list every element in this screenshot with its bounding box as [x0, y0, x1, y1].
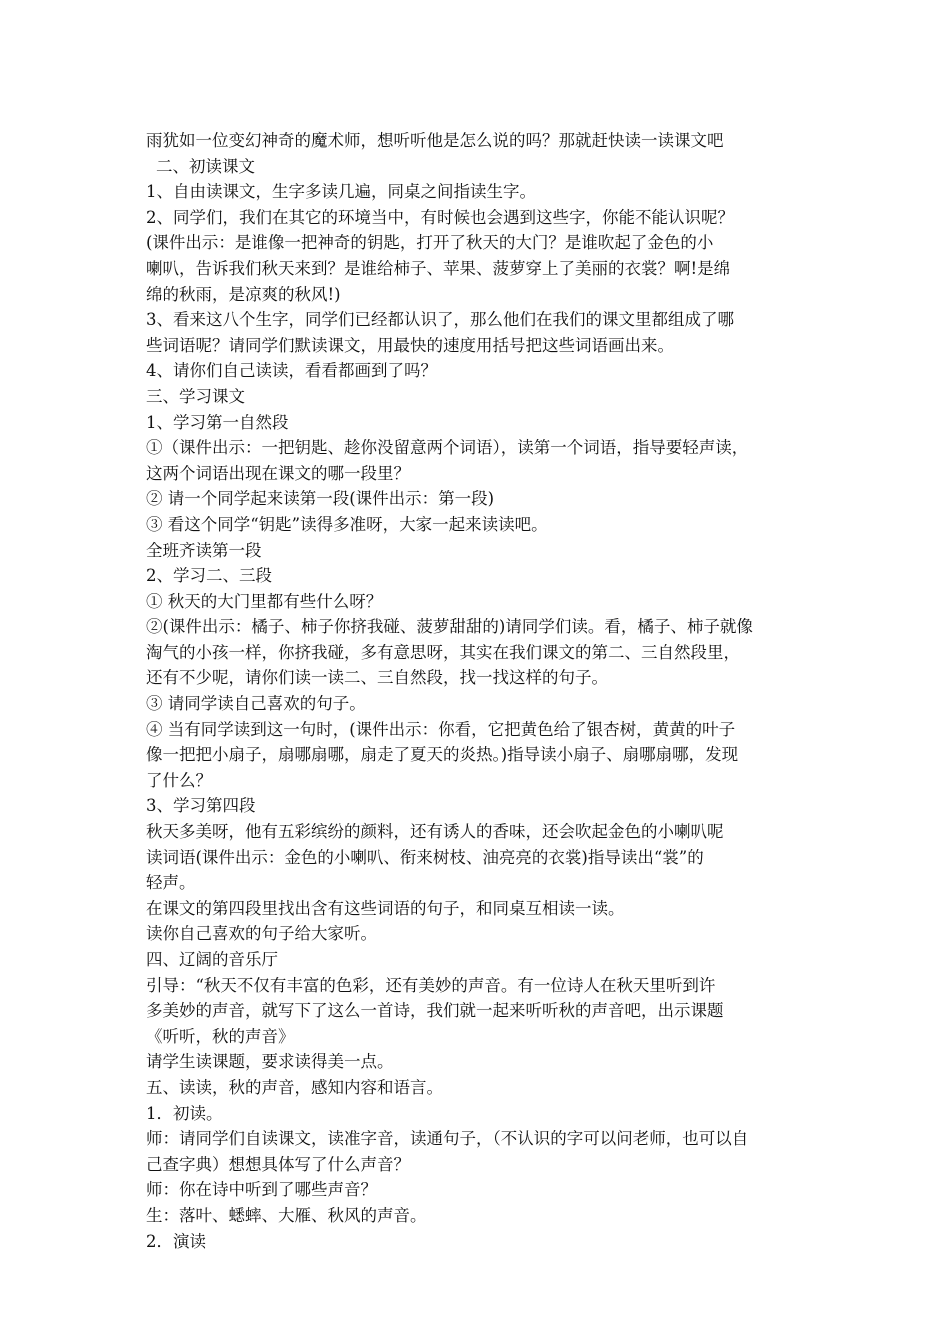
text-line: 请学生读课题，要求读得美一点。: [146, 1052, 394, 1072]
text-line: 这两个词语出现在课文的哪一段里？: [146, 463, 410, 483]
text-line: 了什么？: [146, 770, 212, 790]
text-line: 全班齐读第一段: [146, 540, 262, 560]
text-line: 1、自由读课文，生字多读几遍，同桌之间指读生字。: [146, 182, 536, 202]
text-line: 己查字典）想想具体写了什么声音？: [146, 1154, 410, 1174]
text-line: 1、学习第一自然段: [146, 412, 289, 432]
text-line: 轻声。: [146, 873, 196, 893]
text-line: 《听听，秋的声音》: [146, 1026, 295, 1046]
text-line: 还有不少呢，请你们读一读二、三自然段，找一找这样的句子。: [146, 668, 608, 688]
text-line: 像一把把小扇子，扇哪扇哪，扇走了夏天的炎热。)指导读小扇子、扇哪扇哪，发现: [146, 745, 739, 765]
text-line: ④ 当有同学读到这一句时，(课件出示：你看，它把黄色给了银杏树，黄黄的叶子: [146, 719, 736, 739]
text-line: 3、学习第四段: [146, 796, 256, 816]
text-line: ①（课件出示：一把钥匙、趁你没留意两个词语），读第一个词语，指导要轻声读，: [146, 438, 749, 458]
text-line: 在课文的第四段里找出含有这些词语的句子，和同桌互相读一读。: [146, 898, 625, 918]
text-line: 3、看来这八个生字，同学们已经都认识了，那么他们在我们的课文里都组成了哪: [146, 310, 734, 330]
text-line: (课件出示：是谁像一把神奇的钥匙，打开了秋天的大门？是谁吹起了金色的小: [146, 233, 714, 253]
text-line: ① 秋天的大门里都有些什么呀？: [146, 591, 383, 611]
text-line: 些词语呢？请同学们默读课文，用最快的速度用括号把这些词语画出来。: [146, 335, 674, 355]
text-line: 绵的秋雨，是凉爽的秋风!): [146, 284, 341, 304]
text-line: 淘气的小孩一样，你挤我碰，多有意思呀，其实在我们课文的第二、三自然段里，: [146, 642, 740, 662]
text-line: 雨犹如一位变幻神奇的魔术师，想听听他是怎么说的吗？那就赶快读一读课文吧: [146, 131, 724, 150]
text-line: 1．初读。: [146, 1103, 223, 1123]
text-line: 喇叭，告诉我们秋天来到？是谁给柿子、苹果、菠萝穿上了美丽的衣裳？啊!是绵: [146, 258, 731, 278]
text-line: 秋天多美呀，他有五彩缤纷的颜料，还有诱人的香味，还会吹起金色的小喇叭呢: [146, 822, 724, 842]
text-line: 师：请同学们自读课文，读准字音，读通句子，（不认识的字可以问老师，也可以自: [146, 1129, 749, 1149]
text-line: 读你自己喜欢的句子给大家听。: [146, 924, 377, 944]
text-line: 2、同学们，我们在其它的环境当中，有时候也会遇到这些字，你能不能认识呢？: [146, 207, 734, 227]
text-line: 师：你在诗中听到了哪些声音？: [146, 1180, 377, 1200]
text-line: 二、初读课文: [156, 156, 255, 176]
text-line: 三、学习课文: [146, 386, 245, 406]
text-line: 生：落叶、蟋蟀、大雁、秋风的声音。: [146, 1205, 427, 1225]
text-line: 2．演读: [146, 1231, 206, 1251]
text-line: ②(课件出示：橘子、柿子你挤我碰、菠萝甜甜的)请同学们读。看，橘子、柿子就像: [146, 617, 753, 637]
text-line: 4、请你们自己读读，看看都画到了吗？: [146, 361, 437, 381]
text-line: 2、学习二、三段: [146, 566, 272, 586]
text-line: 引导：“秋天不仅有丰富的色彩，还有美妙的声音。有一位诗人在秋天里听到许: [146, 975, 716, 995]
text-line: ② 请一个同学起来读第一段(课件出示：第一段): [146, 489, 495, 509]
document-body: [146, 128, 816, 1254]
text-line: ③ 请同学读自己喜欢的句子。: [146, 694, 366, 714]
text-line: 多美妙的声音，就写下了这么一首诗，我们就一起来听听秋的声音吧，出示课题: [146, 1001, 724, 1021]
text-line: 四、辽阔的音乐厅: [146, 950, 278, 969]
text-line: 五、读读，秋的声音，感知内容和语言。: [146, 1077, 443, 1097]
text-line: 读词语(课件出示：金色的小喇叭、衔来树枝、油亮亮的衣裳)指导读出“裳”的: [146, 847, 704, 867]
text-line: ③ 看这个同学“钥匙”读得多准呀，大家一起来读读吧。: [146, 514, 548, 534]
